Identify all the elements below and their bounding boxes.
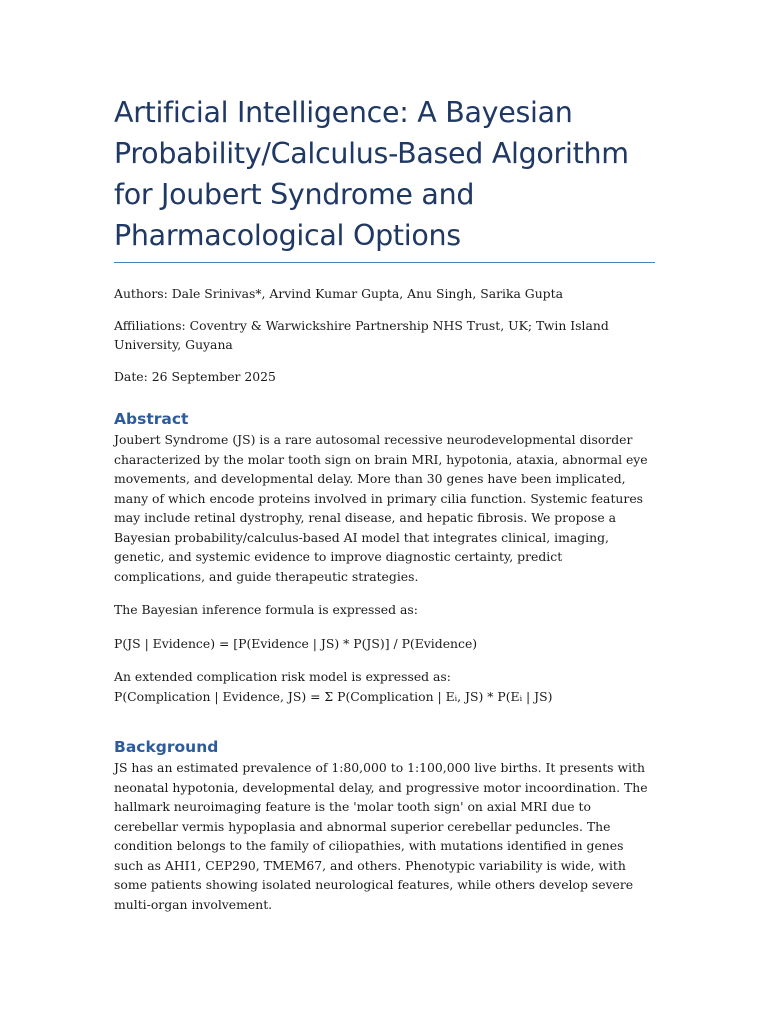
background-heading: Background xyxy=(114,738,219,756)
abstract-body: Joubert Syndrome (JS) is a rare autosomal recessive neurodevelopmental disorder characterized by the molar tooth sign on brain MRI, hypotonia, ataxia, abnormal eye movements, and developmental delay. More than 30 genes have been implicated, many of which encode proteins involved in primary cilia function. Systemic features may include retinal dystrophy, renal disease, and hepatic fibrosis. We propose a Bayesian probability/calculus-based AI model that integrates clinical, imaging, genetic, and systemic evidence to improve diagnostic certainty, predict complications, and guide therapeutic strategies. xyxy=(114,432,648,584)
extended-intro: An extended complication risk model is expressed as: xyxy=(114,669,451,684)
background-body: JS has an estimated prevalence of 1:80,000 to 1:100,000 live births. It presents with neonatal hypotonia, developmental delay, and progressive motor incoordination. The hallmark neuroimaging feature is the 'molar tooth sign' on axial MRI due to cerebellar vermis hypoplasia and abnormal superior cerebellar peduncles. The condition belongs to the family of ciliopathies, with mutations identified in genes such as AHI1, CEP290, TMEM67, and others. Phenotypic variability is wide, with some patients showing isolated neurological features, while others develop severe multi-organ involvement. xyxy=(114,760,648,912)
abstract-heading: Abstract xyxy=(114,410,189,428)
affiliations-line: Affiliations: Coventry & Warwickshire Partnership NHS Trust, UK; Twin Island University, Guyana xyxy=(114,317,609,352)
bayes-formula: P(JS | Evidence) = [P(Evidence | JS) * P(JS)] / P(Evidence) xyxy=(114,635,478,651)
authors-line: Authors: Dale Srinivas*, Arvind Kumar Gupta, Anu Singh, Sarika Gupta xyxy=(114,286,563,301)
extended-formula: P(Complication | Evidence, JS) = Σ P(Complication | Eᵢ, JS) * P(Eᵢ | JS) xyxy=(114,688,553,704)
date-line: Date: 26 September 2025 xyxy=(114,368,276,384)
formula-intro: The Bayesian inference formula is expressed as: xyxy=(114,602,418,617)
paper-title: Artificial Intelligence: A Bayesian Probability/Calculus-Based Algorithm for Joubert Syndrome and Pharmacological Options xyxy=(114,92,655,263)
document-page xyxy=(114,92,655,914)
